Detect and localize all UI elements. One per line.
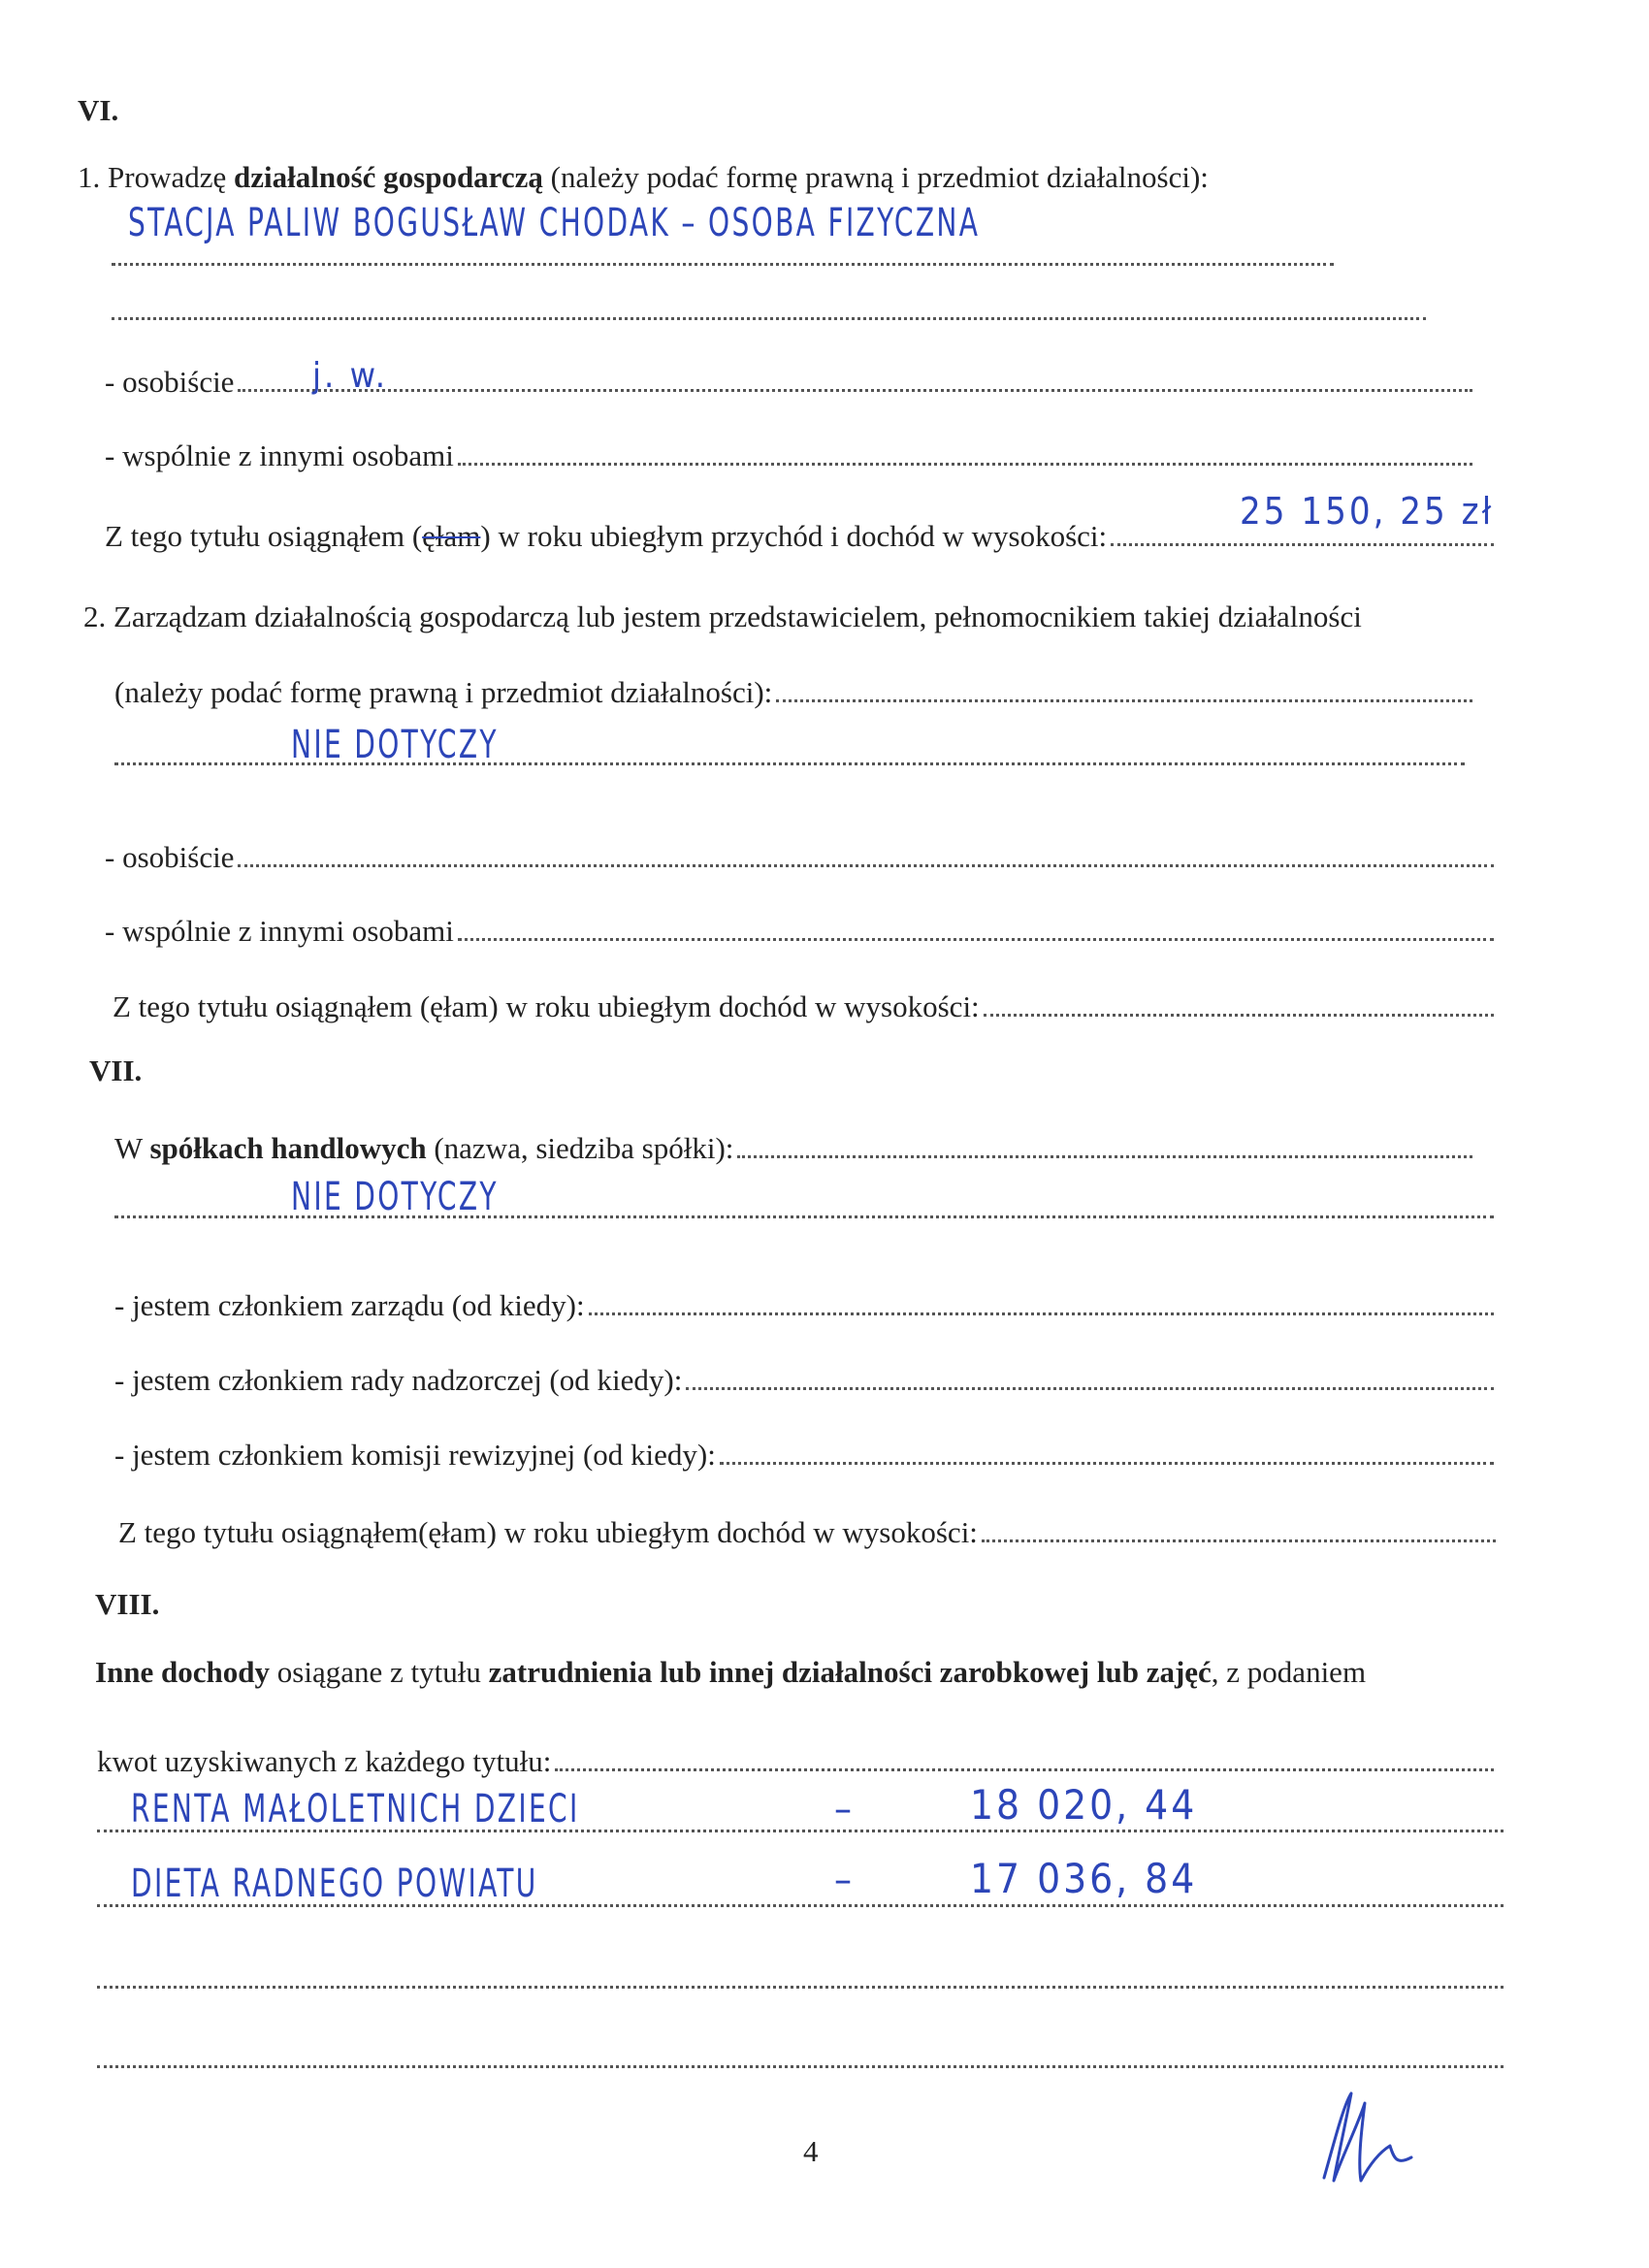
item-text: Zarządzam działalnością gospodarczą lub jestem przedstawicielem, pełnomocnikiem takiej działalności: [113, 599, 1362, 633]
dotted-line: [686, 1386, 1494, 1390]
vi-item2-osobiscie-row: [105, 842, 1494, 872]
vii-rada-row: [114, 1365, 1494, 1395]
handwritten-entry-label: RENTA MAŁOLETNICH DZIECI: [131, 1787, 580, 1831]
vi-wspolnie-row: [105, 440, 1472, 470]
dotted-line: [720, 1461, 1494, 1465]
vi-item2-income-row: [113, 991, 1494, 1021]
field-label: - osobiście: [105, 840, 235, 874]
section-viii-heading: VIII.: [95, 1587, 160, 1621]
dotted-line: [982, 1539, 1496, 1542]
dotted-line: [555, 1767, 1494, 1771]
dotted-line: [112, 262, 1334, 266]
page-number: 4: [803, 2134, 819, 2168]
handwritten-income-value: 25 150, 25 zł: [1240, 490, 1495, 533]
viii-amounts-row: [97, 1746, 1494, 1776]
item-text-bold: działalność gospodarczą: [233, 160, 543, 194]
dotted-line: [458, 937, 1494, 941]
dotted-line: [112, 316, 1426, 320]
section-vi-heading: VI.: [78, 93, 119, 127]
dotted-line: [1111, 542, 1494, 546]
handwritten-entry-amount: 17 036, 84: [970, 1855, 1198, 1902]
item-number: 1.: [78, 160, 101, 194]
vii-companies-row: [114, 1133, 1472, 1163]
field-label: - jestem członkiem zarządu (od kiedy):: [114, 1288, 585, 1322]
handwritten-nie-dotyczy: NIE DOTYCZY: [291, 723, 499, 767]
dotted-line: [97, 2064, 1504, 2068]
field-label: W spółkach handlowych (nazwa, siedziba spółki):: [114, 1131, 734, 1165]
signature-icon: [1305, 2086, 1431, 2192]
field-label: - jestem członkiem rady nadzorczej (od kiedy):: [114, 1363, 683, 1397]
handwritten-entry-label: DIETA RADNEGO POWIATU: [131, 1862, 538, 1906]
dotted-line: [737, 1154, 1472, 1158]
dotted-line: [458, 462, 1472, 466]
handwritten-entry-dash: –: [834, 1787, 855, 1831]
income-label: Z tego tytułu osiągnąłem (ęłam) w roku ubiegłym dochód w wysokości:: [113, 989, 980, 1023]
dotted-line: [589, 1312, 1494, 1315]
section-vii-heading: VII.: [89, 1053, 143, 1087]
field-label: - wspólnie z innymi osobami: [105, 438, 454, 472]
handwritten-nie-dotyczy: NIE DOTYCZY: [291, 1175, 499, 1219]
item-text-post: (należy podać formę prawną i przedmiot działalności):: [550, 160, 1209, 194]
dotted-line: [97, 1985, 1504, 1989]
handwritten-entry-dash: –: [834, 1858, 855, 1902]
vii-komisja-row: [114, 1440, 1494, 1470]
income-label: Z tego tytułu osiągnąłem (ęłam) w roku ubiegłym przychód i dochód w wysokości:: [105, 519, 1108, 553]
handwritten-entry-amount: 18 020, 44: [970, 1781, 1198, 1829]
vi-item2-wspolnie-row: [105, 916, 1494, 946]
income-label: Z tego tytułu osiągnąłem(ęłam) w roku ubiegłym dochód w wysokości:: [118, 1515, 978, 1549]
field-label: kwot uzyskiwanych z każdego tytułu:: [97, 1744, 552, 1778]
dotted-line: [238, 388, 1472, 392]
dotted-line: [984, 1013, 1494, 1017]
vii-income-row: [118, 1517, 1496, 1547]
dotted-line: [238, 863, 1494, 867]
field-label: (należy podać formę prawną i przedmiot działalności):: [114, 675, 773, 709]
section-vi-item1-text: [78, 162, 1209, 192]
item-number: 2.: [83, 599, 107, 633]
field-label: - jestem członkiem komisji rewizyjnej (od kiedy):: [114, 1438, 716, 1472]
section-vi-item2-text: [83, 601, 1362, 632]
vi-item2-form-row: [114, 677, 1472, 707]
vi-osobiscie-row: [105, 367, 1472, 397]
handwritten-business-description: STACJA PALIW BOGUSŁAW CHODAK – OSOBA FIZYCZNA: [128, 201, 981, 245]
dotted-line: [776, 698, 1472, 702]
section-viii-text: Inne dochody osiągane z tytułu zatrudnienia lub innej działalności zarobkowej lub zajęć, z podaniem: [95, 1655, 1367, 1689]
handwritten-osobiscie-value: j. w.: [312, 356, 389, 396]
field-label: - wspólnie z innymi osobami: [105, 914, 454, 948]
vii-zarzad-row: [114, 1290, 1494, 1320]
item-text-pre: Prowadzę: [108, 160, 227, 194]
field-label: - osobiście: [105, 365, 235, 399]
